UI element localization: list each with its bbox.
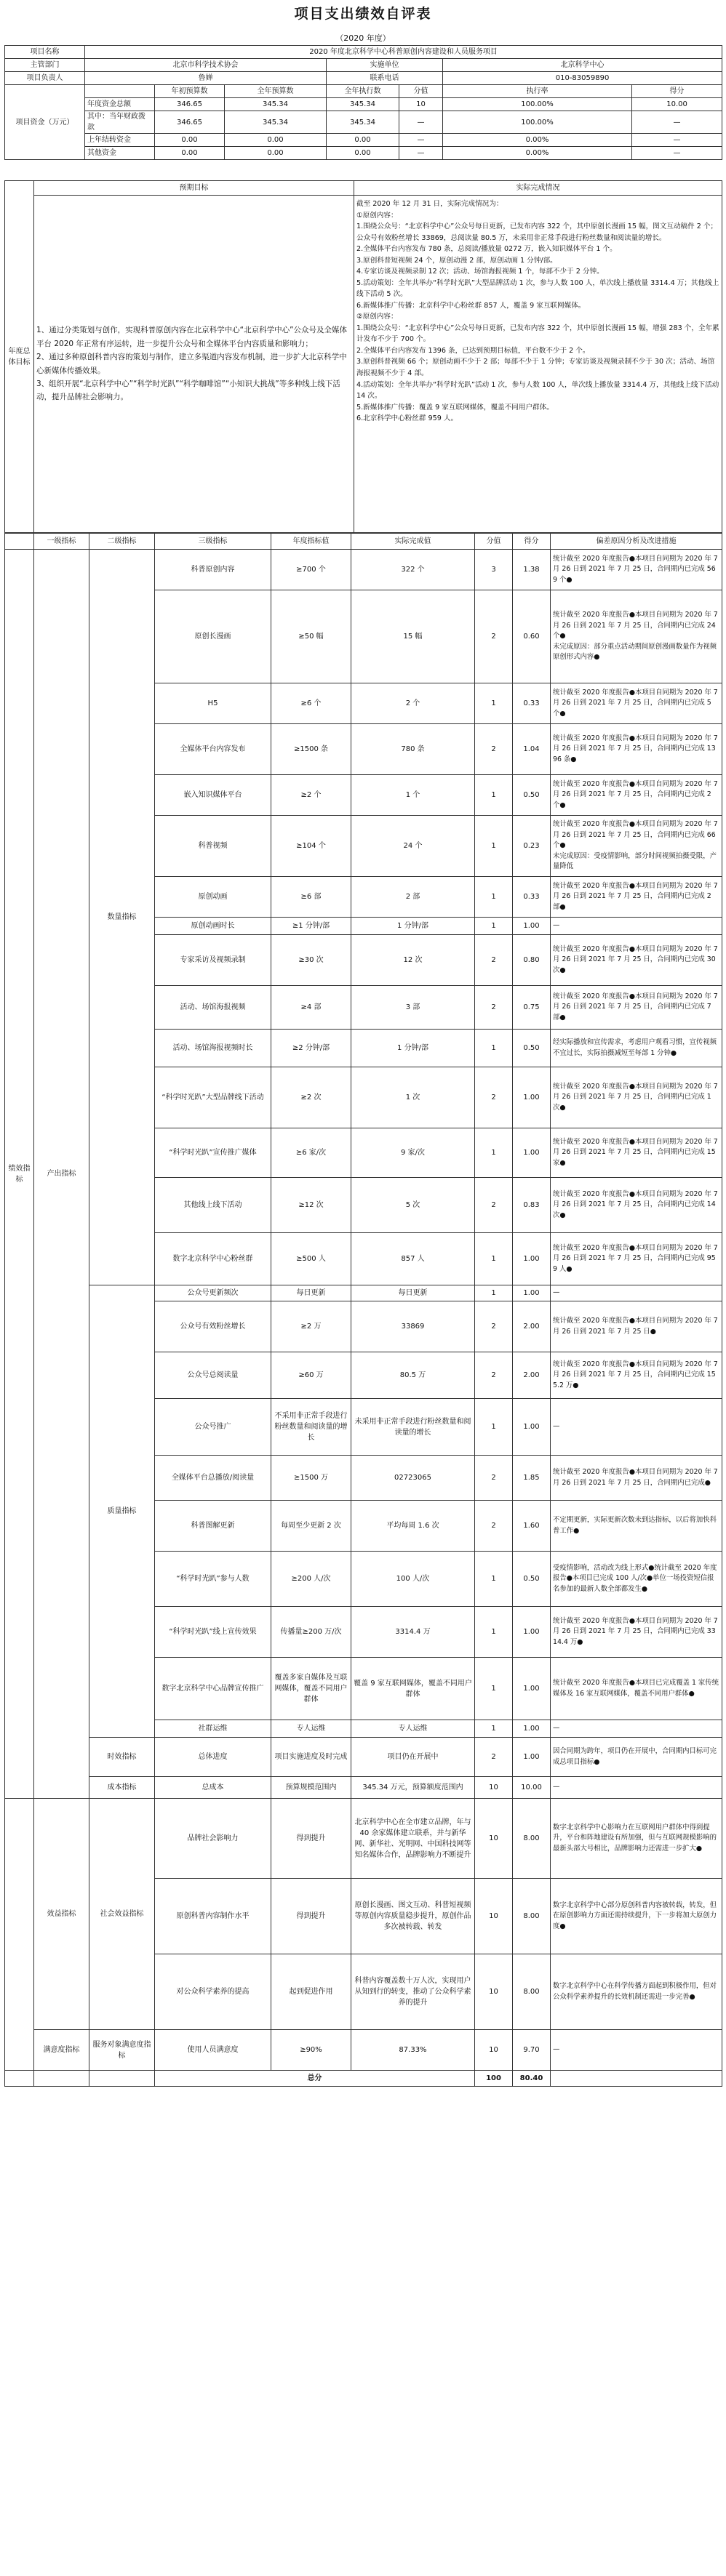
funds-cell: 100.00% xyxy=(443,111,632,134)
indicator-score: 1 xyxy=(475,877,513,918)
indicator-name: 公众号更新频次 xyxy=(155,1285,271,1301)
indicator-got: 9.70 xyxy=(513,2030,551,2071)
leader-label: 项目负责人 xyxy=(5,72,85,85)
indicator-actual: 80.5 万 xyxy=(351,1352,475,1399)
total-label: 总分 xyxy=(155,2071,475,2087)
project-name-label: 项目名称 xyxy=(5,46,85,59)
indicator-note: 统计截至 2020 年度报告●本项目自同期为 2020 年 7 月 26 日到 2021 年 7 月 25 日，合同期内已完成 14 次● xyxy=(553,1189,718,1219)
indicator-note: 统计截至 2020 年度报告●本项目自同期为 2020 年 7 月 26 日到 2021 年 7 月 25 日● xyxy=(553,1316,718,1336)
indicator-target: ≥104 个 xyxy=(271,816,351,877)
indicator-note: — xyxy=(553,1288,560,1297)
indicator-actual: 2 个 xyxy=(351,683,475,724)
funds-row-label: 其中：当年财政拨款 xyxy=(85,111,155,134)
indicator-note: 统计截至 2020 年度报告●本项目自同期为 2020 年 7 月 26 日到 2021 年 7 月 25 日，合同期内已完成 569 个● xyxy=(553,554,718,584)
funds-cell: — xyxy=(632,134,722,147)
indicator-note: 统计截至 2020 年度报告●本项目自同期为 2020 年 7 月 26 日到 2021 年 7 月 25 日，合同期内已完成 2 部● xyxy=(553,881,718,911)
funds-cell: 0.00 xyxy=(155,147,225,160)
funds-row-label: 上年结转资金 xyxy=(85,134,155,147)
indicator-note: 统计截至 2020 年度报告●本项目自同期为 2020 年 7 月 26 日到 2021 年 7 月 25 日，合同期内已完成 959 人● xyxy=(553,1243,718,1273)
goals-row-label: 年度总体目标 xyxy=(5,181,34,533)
indicator-actual: 345.34 万元，预算额度范围内 xyxy=(351,1777,475,1799)
indicator-score: 1 xyxy=(475,816,513,877)
indicator-got: 0.83 xyxy=(513,1178,551,1233)
indicator-actual: 专人运维 xyxy=(351,1720,475,1738)
perf-col-header: 得分 xyxy=(513,534,551,550)
indicator-name: 总成本 xyxy=(155,1777,271,1799)
indicator-target: ≥1500 条 xyxy=(271,724,351,775)
indicator-note: 数字北京科学中心在科学传播方面起到积极作用，但对公众科学素养提升的长效机制还需进一步完善● xyxy=(553,1981,717,2001)
indicator-actual: 322 个 xyxy=(351,550,475,590)
indicator-score: 2 xyxy=(475,1456,513,1501)
indicator-name: 原创动画时长 xyxy=(155,918,271,935)
indicator-score: 1 xyxy=(475,1128,513,1178)
indicator-note: 统计截至 2020 年度报告●本项目自同期为 2020 年 7 月 26 日到 2021 年 7 月 25 日，合同期内已完成 155.2 万● xyxy=(553,1360,718,1389)
indicator-got: 2.00 xyxy=(513,1301,551,1352)
funds-cell: 345.34 xyxy=(327,98,399,111)
funds-cell: 0.00% xyxy=(443,134,632,147)
indicator-score: 3 xyxy=(475,550,513,590)
indicator-note: 因合同期为跨年，项目仍在开展中，合同期内目标可完成总项目指标● xyxy=(553,1746,717,1766)
indicator-name: 公众号总阅读量 xyxy=(155,1352,271,1399)
unit-value: 北京科学中心 xyxy=(443,59,722,72)
indicator-name: 科普图解更新 xyxy=(155,1501,271,1552)
indicator-target: ≥500 人 xyxy=(271,1233,351,1285)
indicator-name: 原创长漫画 xyxy=(155,590,271,683)
perf-col-header: 实际完成值 xyxy=(351,534,475,550)
level2-cost: 成本指标 xyxy=(89,1777,155,1799)
funds-header: 得分 xyxy=(632,85,722,98)
indicator-note: 统计截至 2020 年度报告●本项目已完成覆盖 1 家传统媒体及 16 家互联网媒体，覆盖不同用户群体● xyxy=(553,1678,719,1698)
indicator-got: 1.00 xyxy=(513,1067,551,1128)
indicator-got: 1.00 xyxy=(513,1720,551,1738)
indicator-target: 不采用非正常手段进行粉丝数量和阅读量的增长 xyxy=(271,1399,351,1456)
indicator-actual: 02723065 xyxy=(351,1456,475,1501)
indicator-target: ≥1500 万 xyxy=(271,1456,351,1501)
indicator-target: ≥4 部 xyxy=(271,986,351,1030)
indicator-note: — xyxy=(553,1724,560,1733)
indicator-target: ≥700 个 xyxy=(271,550,351,590)
indicator-name: 活动、场馆海报视频时长 xyxy=(155,1030,271,1067)
goals-actual-text2: 1.围绕公众号：“北京科学中心”公众号每日更新，已发布内容 322 个，其中原创长漫画 15 幅，增强 283 个，全年累计发布不少于 700 个。 2.全媒体平台内容发布 1396 条，已达到预期目标值，平台数不少于 2 个。 3.原创科普视频 66 个；原创动画不少于 2 部；每部不少于 1 分钟；专家访谈及视频录制不少于 30 次；活动、场馆海报视频不少于 4 部。 4.活动策划：全年共举办“科学时光趴”活动 1 次，参与人数 100 人，单次线上播放量 3314.4 万，其他线上线下活动 14 次。 5.新媒体推广传播：覆盖 9 家互联网媒体，覆盖不同用户群体。 6.北京科学中心粉丝群 959 人。 xyxy=(356,324,719,423)
total-score: 100 xyxy=(475,2071,513,2087)
indicator-note: 统计截至 2020 年度报告●本项目自同期为 2020 年 7 月 26 日到 2021 年 7 月 25 日，合同期内已完成 15 家● xyxy=(553,1137,718,1167)
funds-label: 项目资金（万元） xyxy=(5,85,85,160)
funds-row-label: 其他资金 xyxy=(85,147,155,160)
goals-actual-header: 实际完成情况 xyxy=(354,181,722,196)
indicator-target: 每日更新 xyxy=(271,1285,351,1301)
indicator-name: 全媒体平台总播放/阅读量 xyxy=(155,1456,271,1501)
indicator-name: 原创动画 xyxy=(155,877,271,918)
indicator-actual: 15 幅 xyxy=(351,590,475,683)
level2-satisfaction: 服务对象满意度指标 xyxy=(89,2030,155,2071)
indicator-name: 公众号有效粉丝增长 xyxy=(155,1301,271,1352)
indicator-actual: 87.33% xyxy=(351,2030,475,2071)
indicator-name: 科普原创内容 xyxy=(155,550,271,590)
indicator-note: 受疫情影响，活动改为线上形式●统计截至 2020 年度报告●本项目已完成 100 人/次●单位一场投资短信报名参加的最新人数全部都发生● xyxy=(553,1563,717,1593)
goals-actual-sub2: ②原创内容： xyxy=(356,313,398,321)
funds-cell: 345.34 xyxy=(225,98,327,111)
funds-cell: 0.00 xyxy=(225,134,327,147)
indicator-score: 1 xyxy=(475,1233,513,1285)
indicator-got: 8.00 xyxy=(513,1799,551,1879)
indicator-got: 0.33 xyxy=(513,683,551,724)
indicator-got: 1.00 xyxy=(513,1233,551,1285)
indicator-name: 其他线上线下活动 xyxy=(155,1178,271,1233)
funds-header: 执行率 xyxy=(443,85,632,98)
indicator-note: — xyxy=(553,1422,560,1431)
indicator-got: 1.00 xyxy=(513,1738,551,1777)
indicator-actual: 每日更新 xyxy=(351,1285,475,1301)
funds-cell: 0.00 xyxy=(155,134,225,147)
indicator-got: 0.60 xyxy=(513,590,551,683)
indicator-got: 1.04 xyxy=(513,724,551,775)
indicator-note: 统计截至 2020 年度报告●本项目自同期为 2020 年 7 月 26 日到 2021 年 7 月 25 日，合同期内已完成 3314.4 万● xyxy=(553,1616,718,1646)
perf-col-header: 三级指标 xyxy=(155,534,271,550)
basic-info-table xyxy=(4,45,722,160)
indicator-actual: 1 个 xyxy=(351,775,475,816)
indicator-name: 数字北京科学中心粉丝群 xyxy=(155,1233,271,1285)
dept-label: 主管部门 xyxy=(5,59,85,72)
phone-label: 联系电话 xyxy=(327,72,443,85)
indicator-got: 1.00 xyxy=(513,1607,551,1658)
total-got: 80.40 xyxy=(513,2071,551,2087)
indicator-score: 2 xyxy=(475,1178,513,1233)
indicator-score: 10 xyxy=(475,2030,513,2071)
indicator-score: 1 xyxy=(475,1552,513,1607)
annual-goals-table xyxy=(4,180,722,533)
perf-col-header: 年度指标值 xyxy=(271,534,351,550)
indicator-got: 1.85 xyxy=(513,1456,551,1501)
indicator-actual: 100 人/次 xyxy=(351,1552,475,1607)
indicator-target: ≥90% xyxy=(271,2030,351,2071)
indicator-note: 统计截至 2020 年度报告●本项目自同期为 2020 年 7 月 26 日到 2021 年 7 月 25 日，合同期内已完成 24 个● 未完成原因：部分重点活动期间原创漫画数量作为视频原创形式内容● xyxy=(553,611,718,662)
indicator-actual: 33869 xyxy=(351,1301,475,1352)
indicator-target: 得到提升 xyxy=(271,1879,351,1954)
indicator-target: 预算规模范围内 xyxy=(271,1777,351,1799)
indicator-score: 1 xyxy=(475,1720,513,1738)
indicator-got: 0.75 xyxy=(513,986,551,1030)
indicator-got: 0.23 xyxy=(513,816,551,877)
level2-quality: 质量指标 xyxy=(89,1285,155,1738)
funds-row-label: 年度资金总额 xyxy=(85,98,155,111)
indicator-actual: 12 次 xyxy=(351,935,475,986)
indicator-score: 1 xyxy=(475,683,513,724)
indicator-got: 1.00 xyxy=(513,918,551,935)
funds-cell: 346.65 xyxy=(155,98,225,111)
funds-cell: — xyxy=(632,147,722,160)
indicator-target: 覆盖多家自媒体及互联网媒体，覆盖不同用户群体 xyxy=(271,1658,351,1720)
indicator-score: 1 xyxy=(475,1399,513,1456)
indicator-target: ≥2 次 xyxy=(271,1067,351,1128)
perf-col-header: 分值 xyxy=(475,534,513,550)
indicator-name: 对公众科学素养的提高 xyxy=(155,1954,271,2030)
indicator-got: 1.00 xyxy=(513,1128,551,1178)
indicator-got: 0.50 xyxy=(513,775,551,816)
indicator-name: 数字北京科学中心品牌宣传推广 xyxy=(155,1658,271,1720)
indicator-actual: 1 次 xyxy=(351,1067,475,1128)
perf-col-header: 一级指标 xyxy=(34,534,89,550)
indicator-score: 1 xyxy=(475,1285,513,1301)
indicator-target: ≥200 人/次 xyxy=(271,1552,351,1607)
indicator-note: 统计截至 2020 年度报告●本项目自同期为 2020 年 7 月 26 日到 2021 年 7 月 25 日，合同期内已完成● xyxy=(553,1467,718,1487)
funds-header: 全年预算数 xyxy=(225,85,327,98)
indicator-actual: 平均每周 1.6 次 xyxy=(351,1501,475,1552)
indicator-name: “科学时光趴”参与人数 xyxy=(155,1552,271,1607)
indicator-name: “科学时光趴”线上宣传效果 xyxy=(155,1607,271,1658)
indicator-target: ≥50 幅 xyxy=(271,590,351,683)
funds-cell: 0.00 xyxy=(225,147,327,160)
indicator-got: 0.50 xyxy=(513,1552,551,1607)
indicator-got: 10.00 xyxy=(513,1777,551,1799)
indicator-target: 得到提升 xyxy=(271,1799,351,1879)
project-name: 2020 年度北京科学中心科普原创内容建设和人员服务项目 xyxy=(85,46,722,59)
indicator-note: 统计截至 2020 年度报告●本项目自同期为 2020 年 7 月 26 日到 2021 年 7 月 25 日，合同期内已完成 1 次● xyxy=(553,1082,718,1112)
indicator-name: 嵌入知识媒体平台 xyxy=(155,775,271,816)
indicator-name: “科学时光趴”大型品牌线下活动 xyxy=(155,1067,271,1128)
indicator-score: 2 xyxy=(475,1301,513,1352)
level1-effect: 效益指标 xyxy=(34,1799,89,2030)
indicator-got: 0.33 xyxy=(513,877,551,918)
indicator-name: 社群运维 xyxy=(155,1720,271,1738)
indicator-target: 项目实施进度及时完成 xyxy=(271,1738,351,1777)
indicator-target: ≥60 万 xyxy=(271,1352,351,1399)
indicator-target: ≥30 次 xyxy=(271,935,351,986)
indicator-note: — xyxy=(553,1783,560,1791)
level1-satisfaction: 满意度指标 xyxy=(34,2030,89,2071)
indicator-got: 2.00 xyxy=(513,1352,551,1399)
funds-cell: 0.00 xyxy=(327,147,399,160)
funds-cell: 345.34 xyxy=(327,111,399,134)
indicator-note: 数字北京科学中心影响力在互联网用户群体中得到提升，平台和阵地建设有所加强，但与互联网规模影响的最新头部大号相比，品牌影响力还需进一步扩大● xyxy=(553,1823,717,1853)
funds-header: 年初预算数 xyxy=(155,85,225,98)
indicator-got: 1.00 xyxy=(513,1658,551,1720)
indicator-actual: 5 次 xyxy=(351,1178,475,1233)
indicator-score: 2 xyxy=(475,935,513,986)
indicator-target: 起到促进作用 xyxy=(271,1954,351,2030)
indicator-target: 传播量≥200 万/次 xyxy=(271,1607,351,1658)
indicator-actual: 9 家/次 xyxy=(351,1128,475,1178)
indicator-got: 1.00 xyxy=(513,1285,551,1301)
indicator-name: 全媒体平台内容发布 xyxy=(155,724,271,775)
indicator-name: 专家采访及视频录制 xyxy=(155,935,271,986)
level2-social: 社会效益指标 xyxy=(89,1799,155,2030)
indicator-target: ≥6 家/次 xyxy=(271,1128,351,1178)
indicator-actual: 项目仍在开展中 xyxy=(351,1738,475,1777)
indicator-score: 1 xyxy=(475,1607,513,1658)
goals-expected-text: 1、通过分类策划与创作，实现科普原创内容在北京科学中心“北京科学中心”公众号及全媒体平台 2020 年正常有序运转，进一步提升公众号和全媒体平台内容质量和影响力； 2、通过多种原创科普内容的策划与制作，建立多渠道内容发布机制，进一步扩大北京科学中心新媒体传播效果。 3、组织开展“北京科学中心”“科学时光趴”“科学咖啡馆”“小知识大挑战”等多种线上线下活动，提升品牌社会影响力。 xyxy=(36,326,348,402)
funds-cell: 0.00 xyxy=(327,134,399,147)
indicator-target: ≥6 部 xyxy=(271,877,351,918)
phone-value: 010-83059890 xyxy=(443,72,722,85)
funds-cell: — xyxy=(632,111,722,134)
indicator-name: 原创科普内容制作水平 xyxy=(155,1879,271,1954)
indicator-target: ≥1 分钟/部 xyxy=(271,918,351,935)
indicator-score: 2 xyxy=(475,590,513,683)
indicator-actual: 780 条 xyxy=(351,724,475,775)
indicator-got: 8.00 xyxy=(513,1879,551,1954)
indicator-actual: 北京科学中心在全市建立品牌，年与 40 余家媒体建立联系，并与新华网、新华社、光明网、中国科技网等知名媒体合作，品牌影响力不断提升 xyxy=(351,1799,475,1879)
indicator-target: ≥2 分钟/部 xyxy=(271,1030,351,1067)
indicator-target: ≥6 个 xyxy=(271,683,351,724)
indicator-got: 8.00 xyxy=(513,1954,551,2030)
indicator-score: 10 xyxy=(475,1799,513,1879)
perf-table-output xyxy=(4,549,722,2087)
goals-expected-header: 预期目标 xyxy=(34,181,354,196)
perf-header-table xyxy=(4,533,722,550)
level2-time: 时效指标 xyxy=(89,1738,155,1777)
indicator-name: 使用人员满意度 xyxy=(155,2030,271,2071)
indicator-note: 统计截至 2020 年度报告●本项目自同期为 2020 年 7 月 26 日到 2021 年 7 月 25 日，合同期内已完成 7 部● xyxy=(553,992,718,1022)
funds-cell: 345.34 xyxy=(225,111,327,134)
indicator-note: 统计截至 2020 年度报告●本项目自同期为 2020 年 7 月 26 日到 2021 年 7 月 25 日，合同期内已完成 1396 条● xyxy=(553,734,718,763)
funds-cell: 346.65 xyxy=(155,111,225,134)
indicator-score: 2 xyxy=(475,724,513,775)
leader-value: 鲁婵 xyxy=(85,72,327,85)
indicator-got: 0.80 xyxy=(513,935,551,986)
indicator-score: 10 xyxy=(475,1777,513,1799)
funds-cell: 100.00% xyxy=(443,98,632,111)
level1-output: 产出指标 xyxy=(34,550,89,1799)
indicator-got: 1.38 xyxy=(513,550,551,590)
indicator-actual: 覆盖 9 家互联网媒体，覆盖不同用户群体 xyxy=(351,1658,475,1720)
perf-side-label: 绩效指标 xyxy=(5,550,34,1799)
indicator-target: ≥12 次 xyxy=(271,1178,351,1233)
indicator-actual: 3314.4 万 xyxy=(351,1607,475,1658)
indicator-score: 10 xyxy=(475,1879,513,1954)
indicator-actual: 科普内容覆盖数十万人次，实现用户从知到行的转变，推动了公众科学素养的提升 xyxy=(351,1954,475,2030)
indicator-target: ≥2 个 xyxy=(271,775,351,816)
funds-cell: 10.00 xyxy=(632,98,722,111)
funds-header: 全年执行数 xyxy=(327,85,399,98)
indicator-target: ≥2 万 xyxy=(271,1301,351,1352)
indicator-score: 1 xyxy=(475,775,513,816)
indicator-got: 1.60 xyxy=(513,1501,551,1552)
indicator-score: 1 xyxy=(475,918,513,935)
indicator-name: H5 xyxy=(155,683,271,724)
indicator-note: 数字北京科学中心部分原创科普内容被转载，转发，但在原创影响力方面还需持续提升，下一步将加大原创力度● xyxy=(553,1901,717,1930)
indicator-note: 经实际播放和宣传需求，考虑用户观看习惯，宣传视频不宜过长，实际拍摄减短至每部 1 分钟● xyxy=(553,1038,717,1057)
perf-col-header: 偏差原因分析及改进措施 xyxy=(551,534,722,550)
indicator-name: 科普视频 xyxy=(155,816,271,877)
goals-actual-sub1: ①原创内容： xyxy=(356,211,398,220)
indicator-score: 2 xyxy=(475,1738,513,1777)
indicator-name: 活动、场馆海报视频 xyxy=(155,986,271,1030)
funds-cell: — xyxy=(399,134,443,147)
funds-header: 分值 xyxy=(399,85,443,98)
indicator-note: 统计截至 2020 年度报告●本项目自同期为 2020 年 7 月 26 日到 2021 年 7 月 25 日，合同期内已完成 66 个● 未完成原因：受疫情影响，部分时间视频拍摄受限，产量降低 xyxy=(553,820,718,871)
indicator-got: 1.00 xyxy=(513,1399,551,1456)
indicator-score: 1 xyxy=(475,1658,513,1720)
page-title: 项目支出绩效自评表 xyxy=(294,6,432,22)
indicator-actual: 24 个 xyxy=(351,816,475,877)
indicator-name: 公众号推广 xyxy=(155,1399,271,1456)
year-note: （2020 年度） xyxy=(335,33,391,43)
goals-actual-text1: 1.围绕公众号：“北京科学中心”公众号每日更新，已发布内容 322 个，其中原创长漫画 15 幅，图文互动稿件 2 个；公众号有效粉丝增长 33869，总阅读量 80.5 万，未采用非正常手段进行粉丝数量和阅读量的增长。 2.全媒体平台内容发布 780 条，总阅读/播放量 0272 万，嵌入知识媒体平台 1 个。 3.原创科普短视频 24 个，原创动漫 2 部，原创动画 1 分钟/部。 4.专家访谈及视频录制 12 次；活动、场馆海报视频 1 个，每部不少于 2 分钟。 5.活动策划：全年共举办“科学时光趴”大型品牌活动 1 次，参与人数 100 人，单次线上播放量 3314.4 万；其他线上线下活动 5 次。 6.新媒体推广传播：北京科学中心粉丝群 857 人，覆盖 9 家互联网媒体。 xyxy=(356,222,719,310)
indicator-name: 品牌社会影响力 xyxy=(155,1799,271,1879)
indicator-note: 统计截至 2020 年度报告●本项目自同期为 2020 年 7 月 26 日到 2021 年 7 月 25 日，合同期内已完成 30 次● xyxy=(553,944,718,974)
indicator-score: 2 xyxy=(475,1501,513,1552)
indicator-actual: 3 部 xyxy=(351,986,475,1030)
indicator-got: 0.50 xyxy=(513,1030,551,1067)
unit-label: 实施单位 xyxy=(327,59,443,72)
indicator-actual: 857 人 xyxy=(351,1233,475,1285)
funds-cell: — xyxy=(399,111,443,134)
indicator-target: 每周至少更新 2 次 xyxy=(271,1501,351,1552)
indicator-score: 2 xyxy=(475,1067,513,1128)
indicator-actual: 2 部 xyxy=(351,877,475,918)
indicator-actual: 未采用非正常手段进行粉丝数量和阅读量的增长 xyxy=(351,1399,475,1456)
indicator-score: 1 xyxy=(475,1030,513,1067)
indicator-actual: 原创长漫画、图文互动、科普短视频等原创内容质量稳步提升，原创作品多次被转载、转发 xyxy=(351,1879,475,1954)
indicator-note: 不定期更新，实际更新次数未到达指标，以后将加快科普工作● xyxy=(553,1515,717,1535)
indicator-note: 统计截至 2020 年度报告●本项目自同期为 2020 年 7 月 26 日到 2021 年 7 月 25 日，合同期内已完成 5 个● xyxy=(553,688,718,718)
funds-cell: 0.00% xyxy=(443,147,632,160)
indicator-actual: 1 分钟/部 xyxy=(351,1030,475,1067)
indicator-score: 10 xyxy=(475,1954,513,2030)
perf-col-header: 二级指标 xyxy=(89,534,155,550)
indicator-score: 2 xyxy=(475,986,513,1030)
indicator-name: “科学时光趴”宣传推广媒体 xyxy=(155,1128,271,1178)
funds-cell: 10 xyxy=(399,98,443,111)
level2-quantity: 数量指标 xyxy=(89,550,155,1285)
indicator-actual: 1 分钟/部 xyxy=(351,918,475,935)
funds-cell: — xyxy=(399,147,443,160)
indicator-score: 2 xyxy=(475,1352,513,1399)
indicator-note: — xyxy=(553,2045,560,2054)
goals-actual-heading: 截至 2020 年 12 月 31 日，实际完成情况为： xyxy=(356,200,503,208)
dept-value: 北京市科学技术协会 xyxy=(85,59,327,72)
indicator-target: 专人运维 xyxy=(271,1720,351,1738)
indicator-note: — xyxy=(553,921,560,930)
indicator-note: 统计截至 2020 年度报告●本项目自同期为 2020 年 7 月 26 日到 2021 年 7 月 25 日，合同期内已完成 2 个● xyxy=(553,779,718,809)
indicator-name: 总体进度 xyxy=(155,1738,271,1777)
